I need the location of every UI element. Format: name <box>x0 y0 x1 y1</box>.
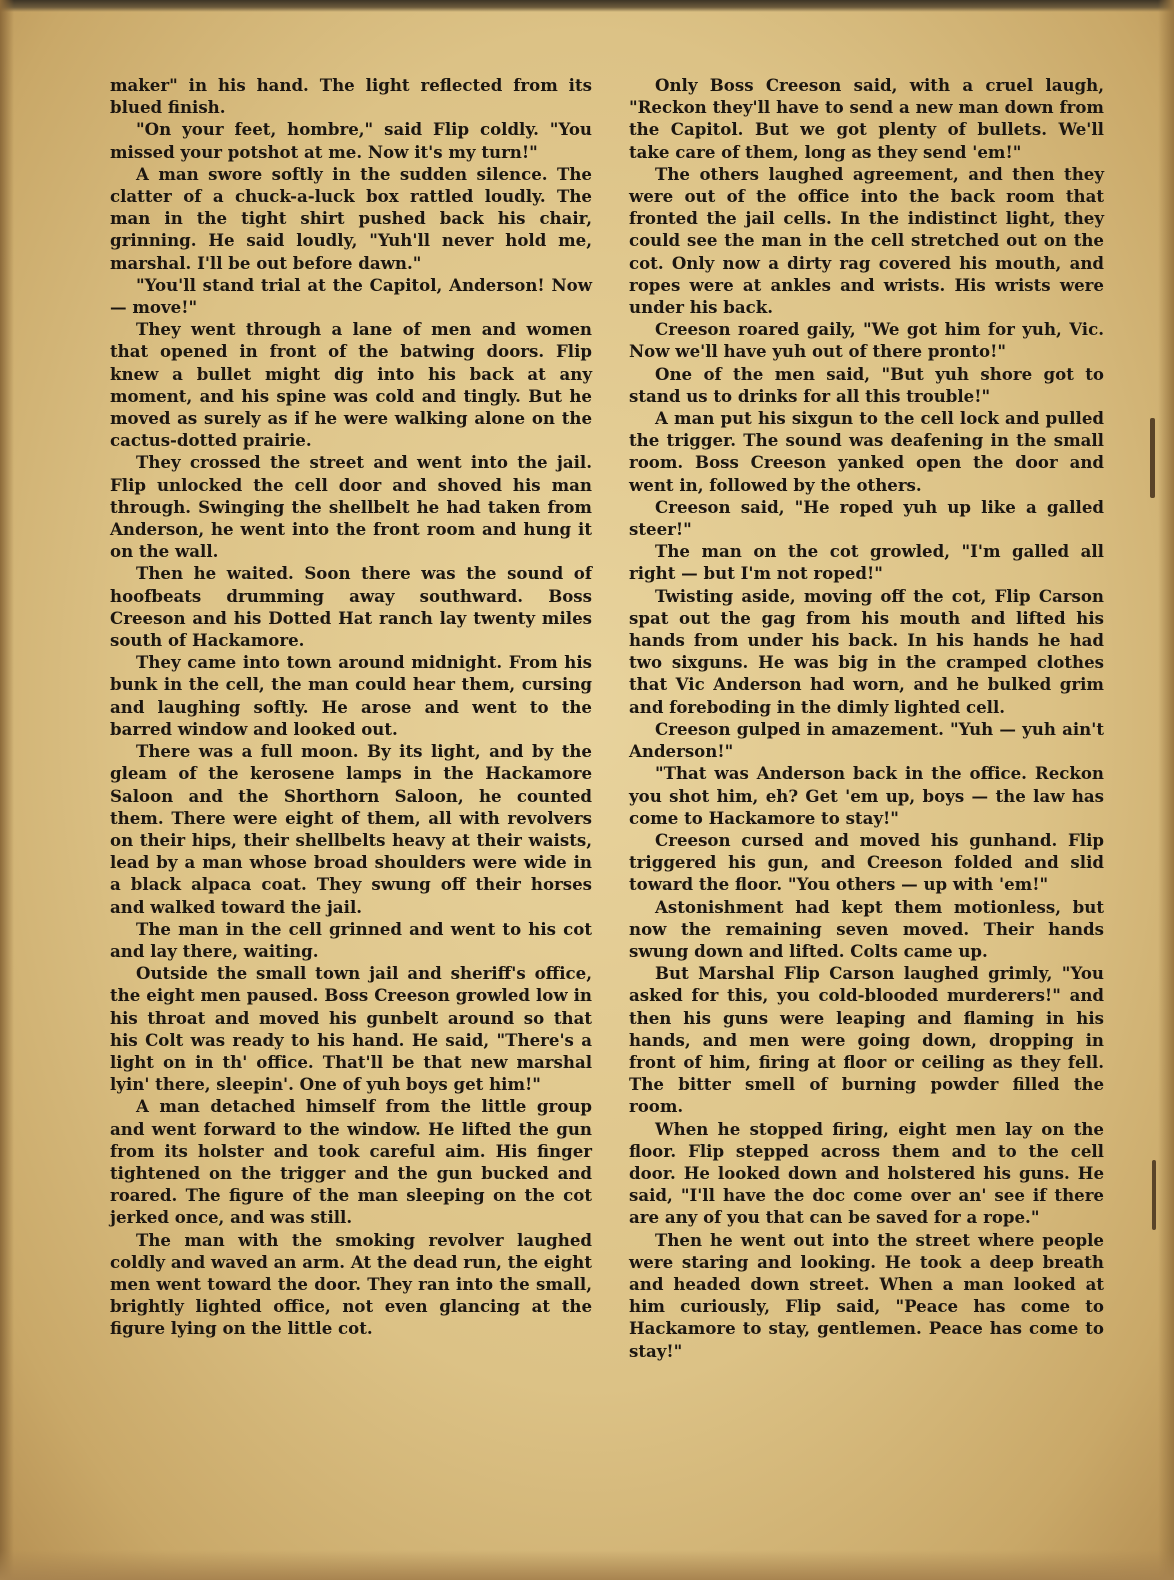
page-right-edge <box>1158 0 1174 1580</box>
paragraph: They crossed the street and went into the jail. Flip unlocked the cell door and shoved his man through. Swinging the shellbelt he had taken from Anderson, he went into the front room and hung it on the wall. <box>110 452 592 562</box>
paragraph: "On your feet, hombre," said Flip coldly. "You missed your potshot at me. Now it's my turn!" <box>110 119 592 162</box>
paragraph: maker" in his hand. The light reflected from its blued finish. <box>110 75 592 118</box>
page-left-edge <box>0 0 14 1580</box>
paragraph: A man put his sixgun to the cell lock and pulled the trigger. The sound was deafening in the small room. Boss Creeson yanked open the door and went in, followed by the others. <box>629 408 1104 495</box>
paragraph: "That was Anderson back in the office. Reckon you shot him, eh? Get 'em up, boys — the law has come to Hackamore to stay!" <box>629 763 1104 828</box>
paragraph: Creeson said, "He roped yuh up like a galled steer!" <box>629 496 1104 540</box>
paragraph: Only Boss Creeson said, with a cruel laugh, "Reckon they'll have to send a new man down from the Capitol. But we got plenty of bullets. We'll take care of them, long as they send 'em!" <box>629 75 1104 162</box>
paragraph: When he stopped firing, eight men lay on the floor. Flip stepped across them and to the cell door. He looked down and holstered his guns. He said, "I'll have the doc come over an' see if there are any of you that can be saved for a rope." <box>629 1118 1104 1228</box>
paragraph: Outside the small town jail and sheriff's office, the eight men paused. Boss Creeson growled low in his throat and moved his gunbelt around so that his Colt was ready to his hand. He said, "There's a light on in th' office. That'll be that new marshal lyin' there, sleepin'. One of yuh boys get him!" <box>110 963 592 1095</box>
story-column-right <box>629 74 1104 1362</box>
paragraph: "You'll stand trial at the Capitol, Anderson! Now — move!" <box>110 274 592 318</box>
paragraph: They came into town around midnight. From his bunk in the cell, the man could hear them, cursing and laughing softly. He arose and went to the barred window and looked out. <box>110 652 592 739</box>
paragraph: Then he waited. Soon there was the sound of hoofbeats drumming away southward. Boss Creeson and his Dotted Hat ranch lay twenty miles south of Hackamore. <box>110 563 592 651</box>
story-column-left <box>110 74 592 1340</box>
paragraph: A man detached himself from the little group and went forward to the window. He lifted the gun from its holster and took careful aim. His finger tightened on the trigger and the gun bucked and roared. The figure of the man sleeping on the cot jerked once, and was still. <box>110 1096 592 1228</box>
paragraph: But Marshal Flip Carson laughed grimly, "You asked for this, you cold-blooded murderers!" and then his guns were leaping and flaming in his hands, and men were going down, dropping in front of him, firing at floor or ceiling as they fell. The bitter smell of burning powder filled the room. <box>629 963 1104 1117</box>
paragraph: Astonishment had kept them motionless, but now the remaining seven moved. Their hands swung down and lifted. Colts came up. <box>629 896 1104 961</box>
paragraph: A man swore softly in the sudden silence. The clatter of a chuck-a-luck box rattled loudly. The man in the tight shirt pushed back his chair, grinning. He said loudly, "Yuh'll never hold me, marshal. I'll be out before dawn." <box>110 163 592 273</box>
paragraph: They went through a lane of men and women that opened in front of the batwing doors. Flip knew a bullet might dig into his back at any moment, and his spine was cold and tingly. But he moved as surely as if he were walking alone on the cactus-dotted prairie. <box>110 319 592 451</box>
paragraph: Then he went out into the street where people were staring and looking. He took a deep breath and headed down street. When a man looked at him curiously, Flip said, "Peace has come to Hackamore to stay, gentlemen. Peace has come to stay!" <box>629 1229 1104 1361</box>
paragraph: Twisting aside, moving off the cot, Flip Carson spat out the gag from his mouth and lifted his hands from under his back. In his hands he had two sixguns. He was big in the cramped clothes that Vic Anderson had worn, and he bulked grim and foreboding in the dimly lighted cell. <box>629 585 1104 717</box>
paragraph: Creeson roared gaily, "We got him for yuh, Vic. Now we'll have yuh out of there pronto!" <box>629 319 1104 362</box>
page-bottom-edge <box>0 1550 1174 1580</box>
paragraph: The man in the cell grinned and went to his cot and lay there, waiting. <box>110 918 592 961</box>
paragraph: Creeson cursed and moved his gunhand. Flip triggered his gun, and Creeson folded and slid toward the floor. "You others — up with 'em!" <box>629 829 1104 895</box>
page-top-edge <box>0 0 1174 12</box>
margin-ink-mark <box>1152 1160 1156 1230</box>
paragraph: The others laughed agreement, and then they were out of the office into the back room that fronted the jail cells. In the indistinct light, they could see the man in the cell stretched out on the cot. Only now a dirty rag covered his mouth, and ropes were at ankles and wrists. His wrists were under his back. <box>629 163 1104 318</box>
paragraph: The man with the smoking revolver laughed coldly and waved an arm. At the dead run, the eight men went toward the door. They ran into the small, brightly lighted office, not even glancing at the figure lying on the little cot. <box>110 1229 592 1339</box>
paragraph: Creeson gulped in amazement. "Yuh — yuh ain't Anderson!" <box>629 718 1104 762</box>
paragraph: One of the men said, "But yuh shore got to stand us to drinks for all this trouble!" <box>629 363 1104 406</box>
paragraph: There was a full moon. By its light, and by the gleam of the kerosene lamps in the Hackamore Saloon and the Shorthorn Saloon, he counted them. There were eight of them, all with revolvers on their hips, their shellbelts heavy at their waists, lead by a man whose broad shoulders were wide in a black alpaca coat. They swung off their horses and walked toward the jail. <box>110 741 592 917</box>
margin-ink-mark <box>1150 418 1155 498</box>
paragraph: The man on the cot growled, "I'm galled all right — but I'm not roped!" <box>629 541 1104 584</box>
